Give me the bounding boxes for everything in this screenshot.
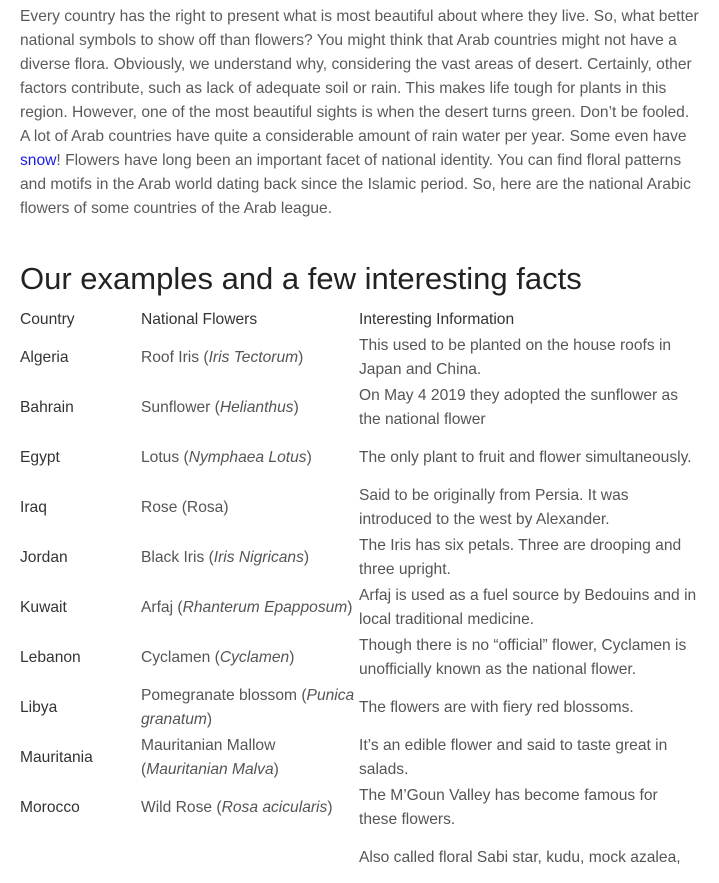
flower-cell [141, 333, 359, 383]
info-cell: Arfaj is used as a fuel source by Bedouins and in local traditional medicine. [359, 587, 697, 628]
info-cell: Said to be originally from Persia. It was introduced to the west by Alexander. [359, 487, 629, 528]
flower-close-paren: ) [303, 549, 310, 566]
flower-name: Sunflower ( [141, 399, 220, 416]
flower-cell [141, 733, 359, 783]
flower-latin-name: Mauritanian Malva [146, 761, 274, 778]
flower-latin-name: Iris Tectorum [208, 349, 299, 366]
flower-name: Lotus ( [141, 449, 189, 466]
flower-close-paren: ) [293, 399, 299, 416]
info-cell: The only plant to fruit and flower simultaneously. [359, 449, 692, 466]
flower-name: Wild Rose ( [141, 799, 222, 816]
flower-cell [141, 533, 359, 583]
flower-name: Cyclamen ( [141, 649, 220, 666]
table-row [20, 383, 700, 433]
country-cell: Jordan [20, 549, 68, 566]
intro-paragraph [20, 5, 699, 221]
flower-cell [141, 783, 359, 833]
info-cell: This used to be planted on the house roofs in Japan and China. [359, 337, 672, 378]
table-header-row [20, 307, 700, 333]
country-cell: Libya [20, 699, 58, 716]
table-row [20, 733, 700, 783]
info-cell: On May 4 2019 they adopted the sunflower as the national flower [359, 387, 679, 428]
article [0, 5, 719, 883]
flower-cell [141, 483, 359, 533]
table-row [20, 583, 700, 633]
country-cell: Bahrain [20, 399, 74, 416]
info-cell: Also called floral Sabi star, kudu, mock azalea, [359, 849, 681, 866]
info-cell: The M’Goun Valley has become famous for these flowers. [359, 787, 658, 828]
flower-cell [141, 833, 359, 883]
country-cell: Mauritania [20, 749, 93, 766]
table-row [20, 683, 700, 733]
flower-latin-name: Helianthus [219, 399, 294, 416]
intro-text-continued: ! Flowers have long been an important facet of national identity. You can find floral patterns and motifs in the Arab world dating back since the Islamic period. So, here are the national Arabic flowers of some countries of the Arab league. [20, 152, 691, 217]
table-row [20, 433, 700, 483]
table-row [20, 783, 700, 833]
flower-close-paren: ) [327, 799, 333, 816]
flower-latin-name: Nymphaea Lotus [188, 449, 307, 466]
flower-cell [141, 433, 359, 483]
flower-latin-name: Rosa acicularis [221, 799, 328, 816]
country-cell [20, 833, 141, 883]
flower-latin-name: Punica granatum [141, 687, 355, 728]
flower-cell [141, 583, 359, 633]
flower-close-paren: ) [347, 599, 353, 616]
flower-close-paren: ) [289, 649, 295, 666]
flower-close-paren: ) [273, 761, 279, 778]
flower-name: Black Iris ( [141, 549, 214, 566]
info-cell: The Iris has six petals. Three are drooping and three upright. [359, 537, 682, 578]
info-cell: It’s an edible flower and said to taste great in salads. [359, 737, 668, 778]
flower-close-paren: ) [306, 449, 312, 466]
table-row [20, 333, 700, 383]
flower-name: Arfaj ( [141, 599, 183, 616]
info-cell: The flowers are with fiery red blossoms. [359, 699, 634, 716]
section-title: Our examples and a few interesting facts [20, 261, 582, 296]
info-cell: Though there is no “official” flower, Cyclamen is unofficially known as the national flower. [359, 637, 687, 678]
flower-close-paren: ) [298, 349, 304, 366]
header-interesting-information: Interesting Information [359, 311, 515, 328]
country-cell: Lebanon [20, 649, 81, 666]
header-country: Country [20, 311, 75, 328]
flower-cell [141, 383, 359, 433]
flower-name: Roof Iris ( [141, 349, 209, 366]
flower-name: Mauritanian Mallow ( [141, 737, 276, 778]
flower-name: Pomegranate blossom ( [141, 687, 307, 704]
flower-latin-name: Iris Nigricans [213, 549, 304, 566]
table-row [20, 833, 700, 883]
intro-text: Every country has the right to present what is most beautiful about where they live. So, what better national symbols to show off than flowers? You might think that Arab countries might not have a diverse flora. Obviously, we understand why, considering the vast areas of desert. Certainly, other factors contribute, such as lack of adequate soil or rain. This makes life tough for plants in this region. However, one of the most beautiful sights is when the desert turns green. Don’t be fooled. A lot of Arab countries have quite a considerable amount of rain water per year. Some even have [20, 8, 699, 145]
country-cell: Iraq [20, 499, 47, 516]
flower-latin-name: Cyclamen [219, 649, 290, 666]
table-row [20, 633, 700, 683]
national-flowers-table [20, 307, 700, 883]
flower-name: Rose (Rosa) [141, 499, 229, 516]
country-cell: Kuwait [20, 599, 67, 616]
flower-latin-name: Rhanterum Epapposum [182, 599, 348, 616]
header-national-flowers: National Flowers [141, 311, 258, 328]
table-row [20, 533, 700, 583]
flower-cell [141, 633, 359, 683]
country-cell: Algeria [20, 349, 69, 366]
flower-close-paren: ) [206, 711, 213, 728]
country-cell: Morocco [20, 799, 80, 816]
flower-cell [141, 683, 359, 733]
snow-link[interactable]: snow [20, 152, 57, 169]
table-row [20, 483, 700, 533]
country-cell: Egypt [20, 449, 60, 466]
